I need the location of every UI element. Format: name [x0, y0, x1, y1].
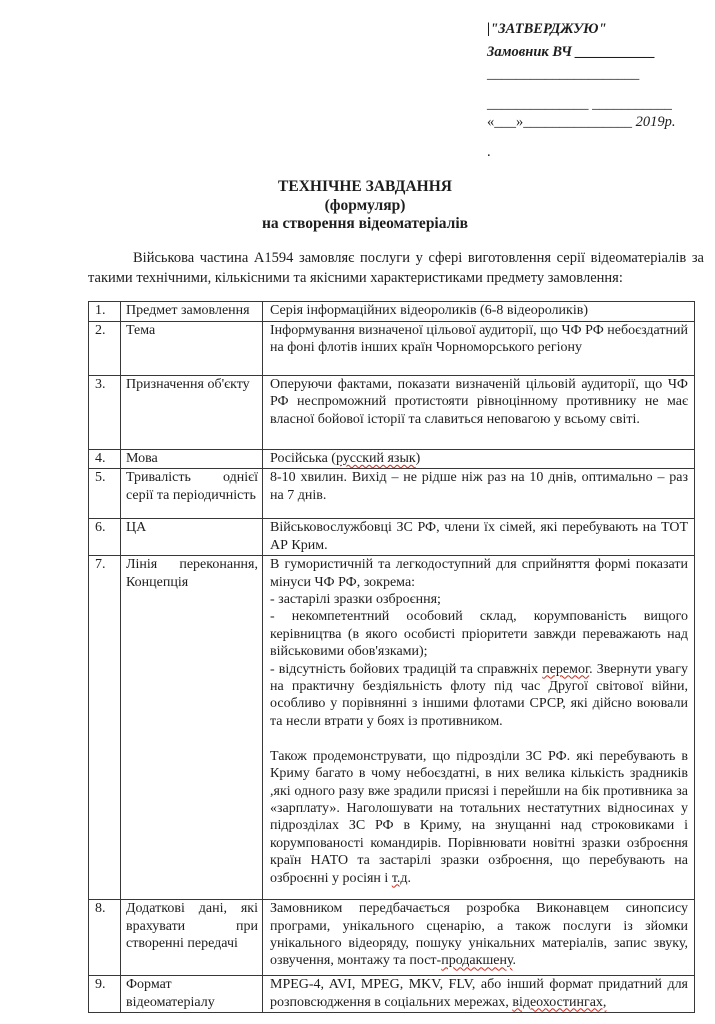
value-paragraph [270, 376, 688, 428]
intro-paragraph: Військова частина А1594 замовляє послуги у сфері виготовлення серії відеоматеріалів за такими технічними, кількісними та якісними характеристиками предмету замовлення: [88, 250, 704, 286]
row-label: Лінія переконання, Концепція [121, 556, 263, 900]
row-number: 8. [89, 900, 121, 976]
misspelled-word: продакшену [441, 953, 513, 969]
title-block [40, 178, 690, 234]
text-segment: . Звернути увагу на практичну бездіяльність флоту під час Другої світової війни, особливо у порівнянні з іншими флотами СРСР, які дійсно воювали та несли втрати у боях із противником. [270, 661, 688, 729]
row-number: 1. [89, 302, 121, 322]
row-number: 6. [89, 519, 121, 556]
row-label: Призначення об'єкту [121, 376, 263, 450]
row-value [263, 450, 695, 469]
value-paragraph [270, 748, 688, 887]
text-segment: Російська ( [270, 451, 336, 466]
value-paragraph [270, 469, 688, 504]
row-number: 2. [89, 322, 121, 376]
row-value [263, 302, 695, 322]
spec-table [88, 301, 695, 1013]
row-value [263, 376, 695, 450]
row-number: 5. [89, 469, 121, 519]
text-segment: - застарілі зразки озброєння; [270, 592, 441, 608]
value-paragraph [270, 450, 688, 467]
row-label: Формат відеоматеріалу [121, 976, 263, 1013]
table-row [89, 469, 695, 519]
text-segment: . [512, 953, 517, 969]
row-value [263, 900, 695, 976]
table-row [89, 556, 695, 900]
title-subject: на створення відеоматеріалів [261, 215, 469, 232]
row-value [263, 469, 695, 519]
text-segment: Інформування визначеної цільової аудиторії, що ЧФ РФ небоєздатний на фоні флотів інших країн Чорноморського регіону [270, 323, 688, 356]
signature-line-1: _____________________ [487, 66, 640, 82]
row-number: 7. [89, 556, 121, 900]
value-paragraph [270, 591, 688, 608]
value-paragraph [270, 900, 688, 970]
misspelled-word: русский язык [335, 451, 416, 466]
row-label: ЦА [121, 519, 263, 556]
table-row [89, 302, 695, 322]
spec-table-body [89, 302, 695, 1013]
text-segment: . [407, 870, 412, 886]
misspelled-word: т.д [391, 870, 408, 886]
text-segment: 8-10 хвилин. Вихід – не рідше ніж раз на 10 днів, оптимально – раз на 7 днів. [270, 470, 688, 503]
date-blank: «___»_______________ [487, 114, 632, 130]
misspelled-word: відеохостингах, [512, 994, 607, 1010]
text-segment: - відсутність бойових традицій та справжніх [270, 661, 543, 677]
date-line [487, 114, 707, 130]
row-number: 9. [89, 976, 121, 1013]
value-paragraph [270, 556, 688, 591]
signature-line-2: ______________ ___________ [487, 96, 672, 112]
value-paragraph [270, 661, 688, 731]
text-segment: Замовником передбачається розробка Виконавцем синопсису програми, унікального сценарію, а також послуги із зйомки унікального відеоряду, пошуку унікальних матеріалів, запис звуку, озвучення, монтажу та пост- [270, 901, 688, 969]
text-segment: ) [415, 451, 421, 466]
approval-stamp-text: |"ЗАТВЕРДЖУЮ" [487, 21, 607, 37]
row-label: Мова [121, 450, 263, 469]
row-number: 4. [89, 450, 121, 469]
text-segment: MPEG-4, AVI, MPEG, MKV, FLV, або інший формат придатний для розповсюдження в соціальних мережах, [270, 977, 688, 1010]
title-subtitle: (формуляр) [324, 196, 406, 214]
text-segment: В гумористичній та легкодоступний для сприйняття формі показати мінуси ЧФ РФ, зокрема: [270, 557, 688, 590]
row-number: 3. [89, 376, 121, 450]
table-row [89, 322, 695, 376]
value-paragraph [270, 976, 688, 1011]
row-label: Тривалість однієї серії та періодичність [121, 469, 263, 519]
row-label: Додаткові дані, які врахувати при створенні передачі [121, 900, 263, 976]
value-paragraph [270, 608, 688, 660]
text-segment: Серія інформаційних відеороликів (6-8 відеороликів) [270, 303, 588, 318]
table-row [89, 519, 695, 556]
value-paragraph [270, 322, 688, 357]
row-label: Тема [121, 322, 263, 376]
misspelled-word: перемог [542, 661, 590, 677]
text-segment: - некомпетентний особовий склад, корумпованість вищого керівництва (в якого особисті пріоритети завжди переважають над військовими обов'язками); [270, 609, 688, 660]
text-segment: Оперуючи фактами, показати визначеній цільовій аудиторії, що ЧФ РФ неспроможний протистояти рівноцінному противнику не має власної бойової історії та славиться неповагою у всьому світі. [270, 377, 688, 427]
page-title: ТЕХНІЧНЕ ЗАВДАННЯ [278, 178, 452, 195]
row-value [263, 976, 695, 1013]
approval-block [487, 18, 707, 158]
text-segment: Також продемонструвати, що підрозділи ЗС РФ. які перебувають в Криму багато в чому небоєздатні, в них велика кількість зрадників ,які одного разу вже зрадили присязі і перейшли на бік противника за «зарплату». Наголошувати на тотальних нестатутних відносинах у підрозділах ЗС РФ в Криму, на знущанні над строковиками і корумпованості командирів. Порівнювати новітні зразки озброєння країн НАТО та застарілі зразки озброєння, що перебувають на озброєнні у росіян і [270, 748, 688, 886]
table-row [89, 976, 695, 1013]
value-paragraph [270, 730, 688, 747]
approval-spacer [487, 83, 707, 97]
table-row [89, 450, 695, 469]
year-label: 2019р. [632, 114, 676, 130]
row-value [263, 556, 695, 900]
row-value [263, 322, 695, 376]
value-paragraph [270, 302, 688, 319]
text-segment: Військовослужбовці ЗС РФ, члени їх сімей, які перебувають на ТОТ АР Крим. [270, 520, 688, 553]
row-label: Предмет замовлення [121, 302, 263, 322]
table-row [89, 376, 695, 450]
customer-line: Замовник ВЧ ___________ [487, 44, 656, 60]
value-paragraph [270, 519, 688, 554]
stray-dot: . [487, 144, 491, 160]
table-row [89, 900, 695, 976]
row-value [263, 519, 695, 556]
